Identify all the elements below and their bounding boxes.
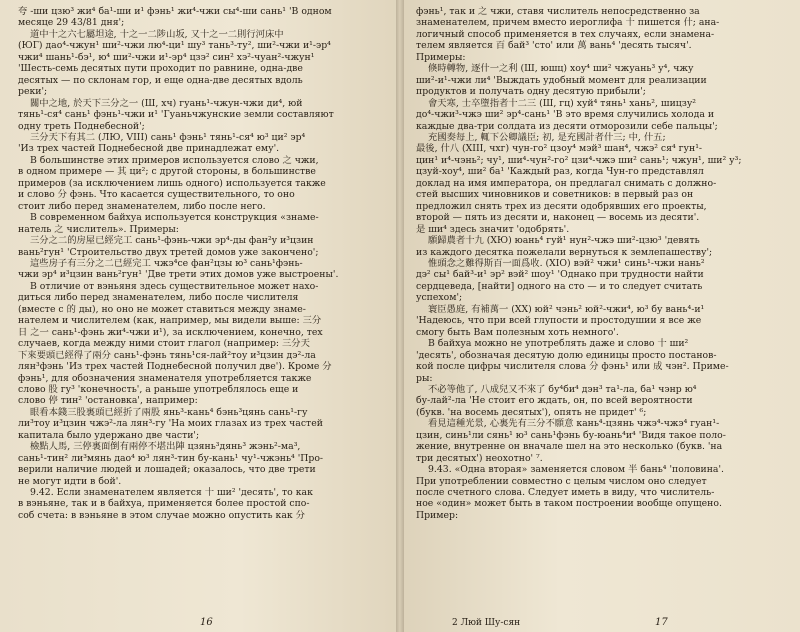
text-line: 不必等他了, 八成兒又不來了 бу⁴би⁴ дэн³ та¹-ла, ба¹ чэнр ю⁴ [428,383,697,395]
text-line: 'десять', обозначая десятую долю единицы просто постанов- [416,349,717,361]
text-line: успехом'; [416,292,463,304]
text-line: 倏時轉物, 逐什一之利 (Ш, юшц) хоу⁴ ши² чжуань³ у⁴, чжу [428,63,694,75]
text-line: цзин, синь¹ли сянь¹ ю³ сань¹фэнь бу-юань⁴и⁴ 'Видя такое поло- [416,429,726,441]
text-line: ное «один» может быть в таком построении вообще опущено. [416,498,722,510]
text-line: слово 停 тин² 'остановка', например: [18,395,198,407]
text-line: слово 股 гу³ 'конечность', а раньше употреблялось еще и [18,383,299,395]
text-line: В большинстве этих примеров используется слово 之 чжи, [30,154,319,166]
text-line: 日 之一 сань¹-фэнь жи⁴-чжи и¹), за исключением, конечно, тех [18,326,323,338]
text-line: логичный способ применяется в тех случаях, если знамена- [416,28,715,40]
text-line: каждые два-три солдата из десяти отморозили себе пальцы'; [416,120,718,132]
text-line: В байхуа можно не употреблять даже и слово 十 ши² [428,338,689,350]
text-line: 下來要頭已經得了兩分 сань¹-фэнь тянь¹ся-лай²тоу и³цзин дэ²-ла [18,349,316,361]
text-line: диться либо перед знаменателем, либо после числителя [18,292,299,304]
text-line: лян³фэнь 'Из трех частей Поднебесной получил две'). Кроме 分 [18,361,332,373]
text-line: телем является 百 бай³ 'сто' или 萬 вань⁴ 'десять тысяч'. [416,40,692,52]
text-line: 眼看本錢三股裏頭已經折了兩股 янь³-кань⁴ бэнь³цянь сань¹-гу [30,406,308,418]
right-page-text [416,6,782,521]
text-line: (букв. 'на восемь десятых'), опять не придет' ⁶; [416,406,647,418]
text-line: жение, внутренне он вначале шел на это несколько (букв. 'на [416,441,723,453]
text-line: 9.43. «Одна вторая» заменяется словом 半 бань⁴ 'половина'. [428,464,724,476]
signature-mark: 2 Люй Шу-сян [452,618,521,628]
text-line: 看見這種光景, 心裏先有三分不願意 кань⁴-цзянь чжэ⁴-чжэ⁴ гуан¹- [428,418,720,430]
text-line: Пример: [416,509,459,521]
text-line: 檢點人馬, 三停裏面倒有兩停不堪出陣 цзянь³дянь³ жэнь²-ма³, [30,441,301,453]
text-line: чжи⁴ шань¹-бэ¹, ю⁴ ши²-чжи и¹-эр⁴ цзэ² син² хэ²-чуан²-чжун¹ [18,51,315,63]
text-line: одну треть Поднебесной'; [18,120,145,132]
text-line: 會天寒, 士卒墮指者十二三 (Ш, гц) хуй⁴ тянь¹ хань², шицзу² [428,97,697,109]
text-line: (ЮГ) дао⁴-чжун¹ ши²-чжи лю⁴-ци¹ шу³ тань³-ту², ши²-чжи и¹-эр⁴ [18,40,331,52]
text-line: ши²-и¹-чжи ли⁴ 'Выждать удобный момент для реализации [416,74,707,86]
text-line: в вэньяне, так и в байхуа, применяется более простой спо- [18,498,310,510]
text-line: В отличие от вэньяня здесь существительное может нахо- [30,280,319,292]
right-page [400,0,800,632]
text-line: соб счета: в вэньяне в этом случае можно опустить как 分 [18,509,305,521]
left-page-number: 16 [200,617,213,628]
text-line: кой после цифры числителя слова 分 фэнь¹ или 成 чэн². Приме- [416,361,729,373]
text-line: до⁴-чжи³-чжэ ши² эр⁴-сань¹ 'В это время случились холода и [416,109,715,121]
text-line: доклад на имя императора, он предлагал снимать с должно- [416,177,717,189]
text-line: примеров (за исключением лишь одного) используется также [18,177,326,189]
text-line: ли³тоу и³цзин чжэ²-ла лян³-гу 'На моих глазах из трех частей [18,418,323,430]
text-line: предложил снять трех из десяти одобрявших его проекты, [416,200,707,212]
text-line: десятых — по склонам гор, и еще одна-две десятых вдоль [18,74,303,86]
text-line: месяце 29 43/81 дня'; [18,17,125,29]
text-line: стоит либо перед знаменателем, либо после него. [18,200,266,212]
text-line: из каждого десятка пожелали вернуться к землепашеству'; [416,246,713,258]
text-line: цин¹ и⁴-чэнь²; чу¹, ши⁴-чун²-го² цзи⁴-чжэ ши² сань¹; чжун¹, ши² у³; [416,154,742,166]
text-line: после счетного слова. Следует иметь в виду, что числитель- [416,487,715,499]
text-line: чжи эр⁴ и³цзин вань²гун¹ 'Две трети этих домов уже выстроены'. [18,269,339,281]
text-line: натель 之 числитель». Примеры: [18,223,179,235]
text-line: 'Шесть-семь десятых пути проходит по равнине, одна-две [18,63,303,75]
text-line: случаев, когда между ними стоит глагол (например: 三分天 [18,338,310,350]
text-line: капитала было удержано две части'; [18,429,200,441]
text-line: 最後, 什八 (XIII, чхг) чун-го² цзоу⁴ мэй³ шан⁴, чжэ² ся⁴ гун¹- [416,143,703,155]
text-line: 是 ши⁴ здесь значит 'одобрять'. [416,223,570,235]
text-line: 道中十之六七屬坦途, 十之一二陟山坂, 又十之一二則行河床中 [30,28,284,40]
text-line: 三分之二的房屋已經完工 сань¹-фэнь-чжи эр⁴-ды фан²у и³цзин [30,235,314,247]
text-line: (вместе с 的 ды), но оно не может ставиться между знаме- [18,303,306,315]
text-line: в одном примере — 其 ци²; с другой стороны, в большинстве [18,166,316,178]
text-line: 夸 -ши цзю³ жи⁴ ба¹-ши и¹ фэнь¹ жи⁴-чжи сы⁴-ши сань¹ 'В одном [18,6,332,17]
text-line: фэнь¹, так и 之 чжи, ставя числитель непосредственно за [416,6,700,17]
text-line: смогу быть Вам полезным хоть немного'. [416,326,619,338]
text-line: продуктов и получать одну десятую прибыли'; [416,86,646,98]
text-line: верили наличие людей и лошадей; оказалось, что две трети [18,464,316,476]
text-line: 願歸農者十九 (XЮ) юань⁴ гуй¹ нун²-чжэ ши²-цзю³ 'девять [428,235,700,247]
text-line: Примеры: [416,51,466,63]
text-line: цзуй-хоу⁴, ши² ба¹ 'Каждый раз, когда Чун-го представлял [416,166,704,178]
text-line: и слово 分 фэнь. Что касается существительного, то оно [18,189,295,201]
text-line: три десятых') неохотно' ⁷. [416,452,543,464]
text-line: вань²гун¹ 'Строительство двух третей домов уже закончено'; [18,246,319,258]
text-line: 9.42. Если знаменателем является 十 ши² 'десять', то как [30,487,313,499]
text-line: 寰臣愚庭, 有補萬一 (XX) юй² чэнь² юй²-чжи⁴, ю³ бу вань⁴-и¹ [428,303,705,315]
text-line: 關中之地, 於天下三分之一 (Ш, хч) гуань¹-чжун-чжи ди⁴, юй [30,97,303,109]
text-line: тянь¹-ся⁴ сань¹ фэнь¹-чжи и¹ 'Гуаньчжунские земли составляют [18,109,334,121]
text-line: сердцеведа, [найти] одного на сто — и то следует считать [416,280,703,292]
text-line: 充國奏每上, 輒下公卿議臣; 初, 是充國計者什三; 中, 什五; [428,131,666,143]
text-line: знаменателем, причем вместо иероглифа 十 пишется 什; ана- [416,17,720,29]
text-line: бу-лай²-ла 'Не стоит его ждать, он, по всей вероятности [416,395,693,407]
text-line: второй — пять из десяти и, наконец — восемь из десяти'. [416,212,700,224]
text-line: не могут идти в бой'. [18,475,122,487]
text-line: При употреблении совместно с целым числом оно следует [416,475,707,487]
book-gutter [396,0,404,632]
text-line: 'Из трех частей Поднебесной две принадлежат ему'. [18,143,280,155]
text-line: реки'; [18,86,48,98]
text-line: 三分天下有其二 (ЛЮ, VIII) сань¹ фэнь¹ тянь¹-ся⁴ ю³ ци² эр⁴ [30,131,306,143]
text-line: 這些房子有三分之二已經完工 чжэ⁴се фан²цзы ю³ сань¹фэнь- [30,257,303,269]
text-line: дэ² сы¹ бай³-и¹ эр² вэй² шоу¹ 'Однако при трудности найти [416,269,704,281]
text-line: нателем и числителем (как, например, мы видели выше: 三分 [18,315,322,327]
text-line: стей высших чиновников и советников: в первый раз он [416,189,694,201]
text-line: 惟頭念之難得斯百一面爲收. (XIO) вэй² чжи¹ синь¹-чжи нань² [428,257,705,269]
text-line: фэнь¹, для обозначения знаменателя употребляется также [18,372,312,384]
text-line: сань¹-тин² ли³мянь дао⁴ ю³ лян³-тин бу-кань¹ чу¹-чжэнь⁴ 'Про- [18,452,324,464]
left-page-text [18,6,386,521]
text-line: 'Надеюсь, что при всей глупости и простодушии я все же [416,315,702,327]
right-page-number: 17 [655,617,668,628]
text-line: В современном байхуа используется конструкция «знаме- [30,212,319,224]
text-line: ры: [416,372,433,384]
